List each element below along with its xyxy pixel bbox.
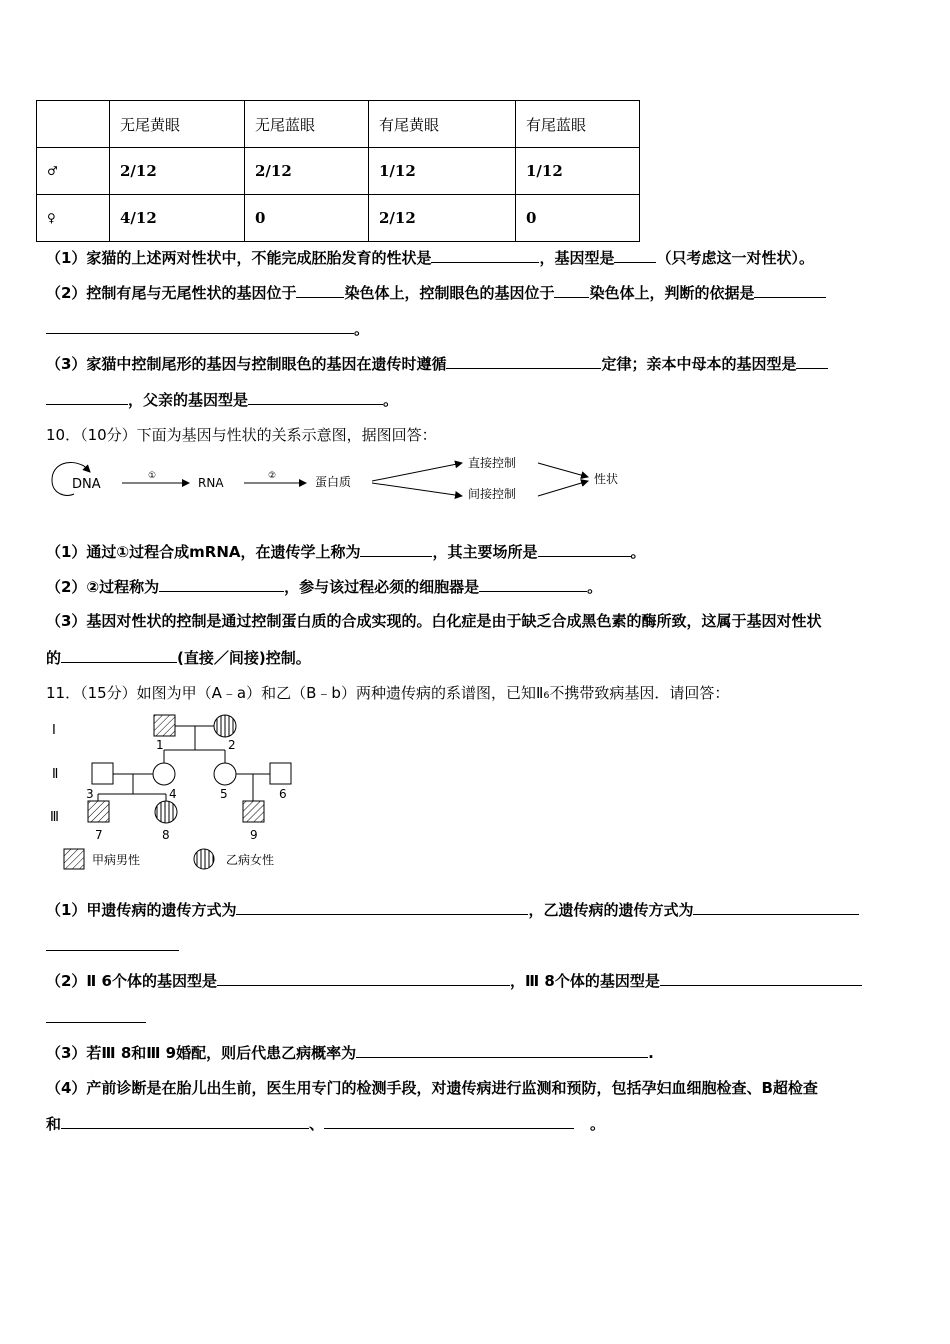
answer-blank[interactable]	[360, 542, 432, 557]
individual-I1-affected-male	[154, 715, 175, 736]
step1-label: ①	[148, 471, 157, 481]
answer-blank[interactable]	[46, 390, 128, 405]
q10-part1: （1）通过①过程合成mRNA，在遗传学上称为 ，其主要场所是 。	[46, 543, 646, 561]
answer-blank[interactable]	[324, 1114, 574, 1129]
table-cell: 1/12	[516, 148, 640, 195]
q9-part3-cont: ，父亲的基因型是 。	[46, 389, 398, 410]
legend-affected-male-icon	[64, 849, 84, 869]
answer-blank[interactable]	[479, 577, 587, 592]
step2-label: ②	[268, 471, 277, 481]
individual-number: 8	[162, 828, 170, 842]
individual-III9-affected-male	[243, 801, 264, 822]
q11-title: 11．（15分）如图为甲（A﹣a）和乙（B﹣b）两种遗传病的系谱图，已知Ⅱ₆不携带致病基因．请回答：	[46, 684, 730, 702]
table-cell: 2/12	[110, 148, 245, 195]
q9-part1: （1）家猫的上述两对性状中，不能完成胚胎发育的性状是 ，基因型是 （只考虑这一对性状）。	[46, 249, 814, 267]
table-row	[37, 195, 640, 242]
individual-number: 5	[220, 787, 228, 801]
answer-blank[interactable]	[554, 283, 589, 298]
generation-2-label: Ⅱ	[52, 767, 59, 782]
individual-III7-affected-male	[88, 801, 109, 822]
table-header-cell: 无尾蓝眼	[245, 101, 369, 148]
answer-blank[interactable]	[660, 971, 862, 986]
answer-blank[interactable]	[754, 283, 826, 298]
legend-label-a: 甲病男性	[92, 853, 141, 867]
pedigree-chart	[44, 706, 314, 876]
table-header-cell	[37, 101, 110, 148]
individual-number: 7	[95, 828, 103, 842]
table-cell: 4/12	[110, 195, 245, 242]
q9-part3: （3）家猫中控制尾形的基因与控制眼色的基因在遗传时遵循 定律；亲本中母本的基因型是	[46, 353, 828, 374]
answer-blank[interactable]	[217, 971, 510, 986]
protein-label: 蛋白质	[315, 475, 352, 489]
replication-arrowhead	[84, 466, 90, 472]
dna-label: DNA	[72, 477, 101, 492]
table-row	[37, 148, 640, 195]
individual-II5-female	[214, 763, 236, 785]
answer-blank[interactable]	[431, 248, 539, 263]
answer-blank[interactable]	[61, 648, 177, 663]
individual-number: 1	[156, 738, 164, 752]
individual-number: 3	[86, 787, 94, 801]
table-header-row	[37, 101, 640, 148]
table-cell: 2/12	[369, 195, 516, 242]
phenotype-table	[36, 100, 640, 242]
q9-part2: （2）控制有尾与无尾性状的基因位于 染色体上，控制眼色的基因位于 染色体上，判断的依据是	[46, 282, 826, 303]
table-header-cell: 有尾蓝眼	[516, 101, 640, 148]
table-sex-cell: ♀	[37, 195, 110, 242]
table-header-cell: 有尾黄眼	[369, 101, 516, 148]
answer-blank[interactable]	[159, 577, 284, 592]
answer-blank[interactable]	[796, 354, 828, 369]
table-cell: 1/12	[369, 148, 516, 195]
table-cell: 2/12	[245, 148, 369, 195]
direct-arrow	[372, 463, 462, 481]
indirect-to-trait-arrow	[538, 481, 588, 496]
individual-I2-affected-female	[214, 715, 236, 737]
answer-blank[interactable]	[446, 354, 601, 369]
q10-part2: （2）②过程称为 ，参与该过程必须的细胞器是 。	[46, 578, 603, 596]
individual-number: 2	[228, 738, 236, 752]
indirect-arrow	[372, 483, 462, 496]
answer-blank[interactable]	[46, 950, 179, 951]
answer-blank[interactable]	[46, 319, 354, 334]
table-cell: 0	[516, 195, 640, 242]
gene-trait-diagram	[44, 452, 644, 508]
q10-part3: （3）基因对性状的控制是通过控制蛋白质的合成实现的。白化症是由于缺乏合成黑色素的酶所致，这属于基因对性状	[46, 612, 822, 630]
trait-label: 性状	[594, 472, 619, 486]
table-sex-cell: ♂	[37, 148, 110, 195]
answer-blank[interactable]	[248, 390, 383, 405]
individual-II6-male	[270, 763, 291, 784]
individual-III8-affected-female	[155, 801, 177, 823]
table-header-cell: 无尾黄眼	[110, 101, 245, 148]
individual-number: 6	[279, 787, 287, 801]
answer-blank[interactable]	[538, 542, 631, 557]
answer-blank[interactable]	[614, 248, 656, 263]
q11-part2: （2）Ⅱ 6个体的基因型是 ，Ⅲ 8个体的基因型是	[46, 970, 862, 991]
q10-title: 10．（10分）下面为基因与性状的关系示意图，据图回答：	[46, 426, 437, 444]
answer-blank[interactable]	[46, 1022, 146, 1023]
answer-blank[interactable]	[356, 1043, 648, 1058]
q9-part2-cont: 。	[46, 318, 369, 339]
direct-label: 直接控制	[468, 456, 517, 470]
legend-affected-female-icon	[194, 849, 214, 869]
q10-part3-cont: 的 (直接／间接)控制。	[46, 649, 311, 667]
q11-part3: （3）若Ⅲ 8和Ⅲ 9婚配，则后代患乙病概率为 .	[46, 1044, 654, 1062]
answer-blank[interactable]	[693, 900, 859, 915]
individual-II3-male	[92, 763, 113, 784]
q11-part1: （1）甲遗传病的遗传方式为 ，乙遗传病的遗传方式为	[46, 899, 859, 920]
individual-II4-female	[153, 763, 175, 785]
table-cell: 0	[245, 195, 369, 242]
indirect-label: 间接控制	[468, 487, 517, 501]
q11-part4-cont: 和 、 。	[46, 1115, 606, 1133]
answer-blank[interactable]	[236, 900, 528, 915]
legend-label-b: 乙病女性	[226, 853, 275, 867]
q11-part4: （4）产前诊断是在胎儿出生前，医生用专门的检测手段，对遗传病进行监测和预防，包括孕妇血细胞检查、B超检查	[46, 1079, 818, 1097]
generation-3-label: Ⅲ	[50, 810, 59, 825]
generation-1-label: Ⅰ	[52, 723, 56, 738]
individual-number: 9	[250, 828, 258, 842]
rna-label: RNA	[198, 476, 224, 490]
individual-number: 4	[169, 787, 177, 801]
direct-to-trait-arrow	[538, 463, 588, 477]
answer-blank[interactable]	[296, 283, 344, 298]
answer-blank[interactable]	[61, 1114, 309, 1129]
